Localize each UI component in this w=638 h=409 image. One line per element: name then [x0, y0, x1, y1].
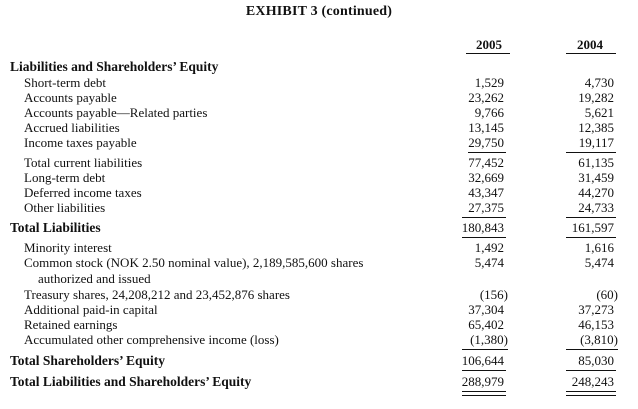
value-2005: 23,262 — [468, 90, 504, 105]
subtotal-rule — [566, 152, 616, 153]
column-header-2005: 2005 — [476, 37, 502, 52]
value-2004: 24,733 — [578, 200, 614, 215]
value-2005: 29,750 — [468, 135, 504, 150]
value-2005: 65,402 — [468, 317, 504, 332]
value-2004: 37,273 — [578, 302, 614, 317]
table-row — [0, 185, 638, 200]
row-label: Long-term debt — [24, 170, 106, 185]
value-2005: (1,380) — [470, 332, 508, 347]
subtotal-rule — [462, 349, 508, 350]
value-2005: 180,843 — [461, 220, 504, 235]
table-row-continuation — [0, 271, 638, 286]
subtotal-rule — [468, 152, 506, 153]
table-row — [0, 90, 638, 105]
value-2004: (60) — [596, 287, 618, 302]
column-header-underline — [566, 53, 616, 54]
subtotal-rule — [566, 217, 616, 218]
table-row — [0, 374, 638, 389]
table-row — [0, 353, 638, 368]
value-2004: 5,474 — [584, 255, 614, 270]
subtotal-rule — [566, 349, 618, 350]
row-label: Accumulated other comprehensive income (loss) — [24, 332, 279, 347]
value-2005: 27,375 — [468, 200, 504, 215]
total-rule — [566, 237, 616, 238]
value-2005: 106,644 — [461, 353, 504, 368]
row-label: Total current liabilities — [24, 155, 143, 170]
row-label: Short-term debt — [24, 75, 106, 90]
value-2004: 19,117 — [578, 135, 614, 150]
value-2005: 32,669 — [468, 170, 504, 185]
value-2004: 248,243 — [571, 374, 614, 389]
row-label: Deferred income taxes — [24, 185, 142, 200]
table-row — [0, 220, 638, 235]
value-2004: 19,282 — [578, 90, 614, 105]
table-row — [0, 120, 638, 135]
section-heading: Liabilities and Shareholders’ Equity — [10, 59, 219, 74]
table-row — [0, 75, 638, 90]
value-2004: 31,459 — [578, 170, 614, 185]
value-2004: 5,621 — [584, 105, 614, 120]
row-label-continuation: authorized and issued — [38, 271, 151, 286]
row-label: Total Liabilities and Shareholders’ Equity — [10, 374, 252, 389]
subtotal-rule — [462, 217, 506, 218]
table-row — [0, 317, 638, 332]
value-2004: 4,730 — [584, 75, 614, 90]
value-2005: 43,347 — [468, 185, 504, 200]
row-label: Total Liabilities — [10, 220, 101, 235]
table-row — [0, 240, 638, 255]
table-row — [0, 200, 638, 215]
row-label: Treasury shares, 24,208,212 and 23,452,876 shares — [24, 287, 290, 302]
table-row — [0, 170, 638, 185]
table-row — [0, 155, 638, 170]
value-2005: 37,304 — [468, 302, 504, 317]
value-2005: 1,492 — [474, 240, 504, 255]
row-label: Minority interest — [24, 240, 112, 255]
table-row — [0, 135, 638, 150]
value-2005: 1,529 — [474, 75, 504, 90]
row-label: Additional paid-in capital — [24, 302, 158, 317]
column-header-2004: 2004 — [577, 37, 603, 52]
value-2005: 5,474 — [474, 255, 504, 270]
row-label: Retained earnings — [24, 317, 118, 332]
exhibit-title: EXHIBIT 3 (continued) — [245, 4, 393, 19]
table-row — [0, 287, 638, 302]
value-2004: 44,270 — [578, 185, 614, 200]
grand-total-double-rule — [566, 391, 616, 396]
column-header-underline — [466, 53, 510, 54]
total-rule — [566, 370, 616, 371]
row-label: Income taxes payable — [24, 135, 137, 150]
table-row — [0, 302, 638, 317]
value-2004: 1,616 — [584, 240, 614, 255]
row-label: Accounts payable—Related parties — [24, 105, 208, 120]
total-rule — [462, 237, 506, 238]
value-2004: 46,153 — [578, 317, 614, 332]
grand-total-double-rule — [462, 391, 506, 396]
value-2005: 77,452 — [468, 155, 504, 170]
total-rule — [462, 370, 506, 371]
table-row — [0, 332, 638, 347]
table-row — [0, 105, 638, 120]
value-2004: 61,135 — [578, 155, 614, 170]
row-label: Accrued liabilities — [24, 120, 120, 135]
value-2004: (3,810) — [580, 332, 618, 347]
value-2005: 13,145 — [468, 120, 504, 135]
row-label: Total Shareholders’ Equity — [10, 353, 166, 368]
value-2004: 85,030 — [578, 353, 614, 368]
row-label: Common stock (NOK 2.50 nominal value), 2,189,585,600 shares — [24, 255, 364, 270]
row-label: Accounts payable — [24, 90, 117, 105]
table-row — [0, 255, 638, 270]
row-label: Other liabilities — [24, 200, 106, 215]
value-2005: 288,979 — [461, 374, 504, 389]
value-2004: 12,385 — [578, 120, 614, 135]
value-2005: (156) — [479, 287, 508, 302]
value-2005: 9,766 — [474, 105, 504, 120]
value-2004: 161,597 — [571, 220, 614, 235]
